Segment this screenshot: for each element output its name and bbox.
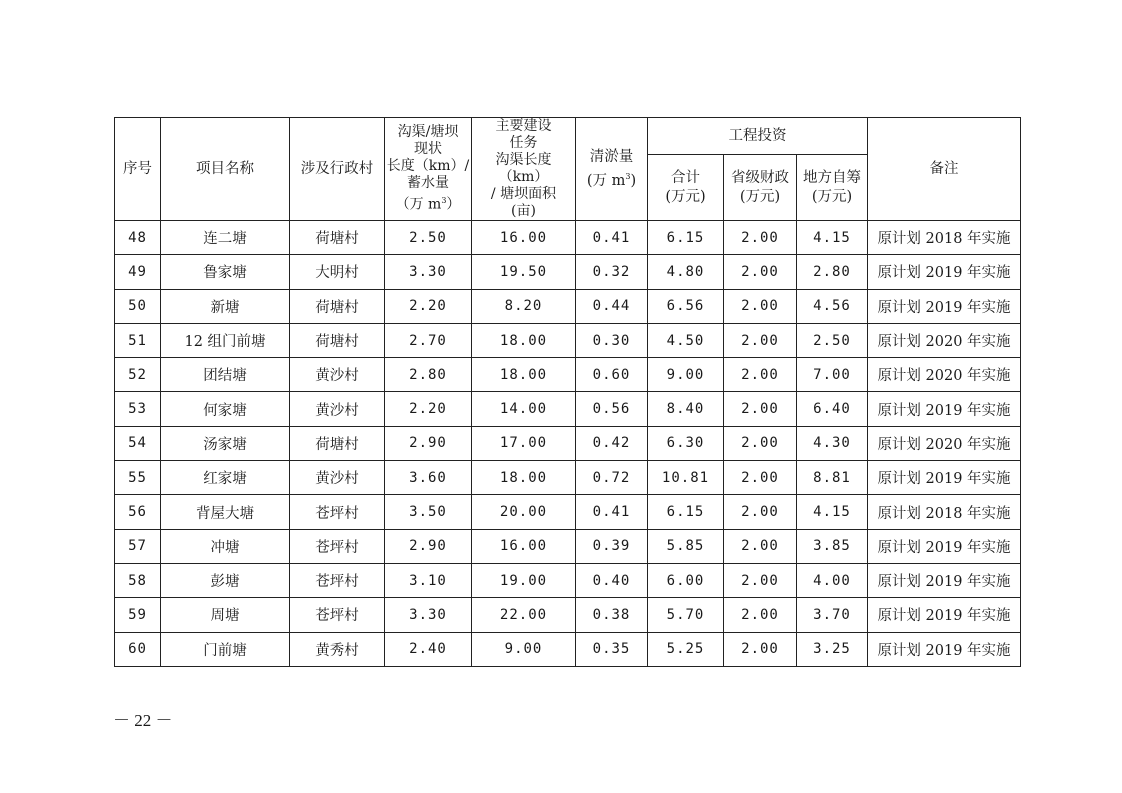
cell-local: 4.15 <box>797 221 868 255</box>
cell-remark: 原计划 2019 年实施 <box>868 461 1021 495</box>
cell-prov: 2.00 <box>724 632 797 666</box>
page-number: － 22 － <box>113 711 173 730</box>
cell-dredge: 0.39 <box>576 529 648 563</box>
cell-task: 18.00 <box>472 323 576 357</box>
header-village: 涉及行政村 <box>290 118 385 221</box>
cell-task: 16.00 <box>472 529 576 563</box>
cell-local: 8.81 <box>797 461 868 495</box>
cell-village: 苍坪村 <box>290 563 385 597</box>
cell-village: 苍坪村 <box>290 529 385 563</box>
cell-dredge: 0.42 <box>576 426 648 460</box>
cell-dredge: 0.32 <box>576 255 648 289</box>
cell-seq: 56 <box>115 495 161 529</box>
table-row <box>115 563 1021 597</box>
header-remark: 备注 <box>868 118 1021 221</box>
cell-name: 鲁家塘 <box>161 255 290 289</box>
cell-total: 5.85 <box>648 529 724 563</box>
header-status: 沟渠/塘坝 现状 长度（km）/ 蓄水量 （万 $m^3$） <box>385 118 472 221</box>
cell-remark: 原计划 2019 年实施 <box>868 529 1021 563</box>
cell-task: 22.00 <box>472 598 576 632</box>
cell-task: 14.00 <box>472 392 576 426</box>
cell-local: 4.15 <box>797 495 868 529</box>
cell-local: 4.56 <box>797 289 868 323</box>
cell-local: 4.30 <box>797 426 868 460</box>
cell-seq: 53 <box>115 392 161 426</box>
header-provincial: 省级财政 (万元) <box>724 155 797 221</box>
cell-total: 6.15 <box>648 221 724 255</box>
cell-dredge: 0.60 <box>576 358 648 392</box>
cell-task: 20.00 <box>472 495 576 529</box>
cell-remark: 原计划 2020 年实施 <box>868 426 1021 460</box>
table-row <box>115 426 1021 460</box>
cell-task: 17.00 <box>472 426 576 460</box>
cell-total: 6.56 <box>648 289 724 323</box>
table-row <box>115 392 1021 426</box>
cell-remark: 原计划 2019 年实施 <box>868 598 1021 632</box>
cell-dredge: 0.40 <box>576 563 648 597</box>
cell-village: 荷塘村 <box>290 426 385 460</box>
cell-status: 3.60 <box>385 461 472 495</box>
cell-seq: 58 <box>115 563 161 597</box>
header-dredge: 清淤量 (万 $m^3$) <box>576 118 648 221</box>
table-row <box>115 289 1021 323</box>
cell-dredge: 0.44 <box>576 289 648 323</box>
cell-name: 连二塘 <box>161 221 290 255</box>
cell-name: 背屋大塘 <box>161 495 290 529</box>
cell-village: 大明村 <box>290 255 385 289</box>
cell-total: 4.80 <box>648 255 724 289</box>
cell-seq: 55 <box>115 461 161 495</box>
cell-remark: 原计划 2019 年实施 <box>868 632 1021 666</box>
cell-status: 2.20 <box>385 289 472 323</box>
cell-seq: 52 <box>115 358 161 392</box>
cell-local: 2.50 <box>797 323 868 357</box>
table-row <box>115 598 1021 632</box>
table-row <box>115 221 1021 255</box>
cell-name: 彭塘 <box>161 563 290 597</box>
cell-local: 2.80 <box>797 255 868 289</box>
cell-prov: 2.00 <box>724 255 797 289</box>
cell-seq: 50 <box>115 289 161 323</box>
cell-prov: 2.00 <box>724 392 797 426</box>
cell-seq: 49 <box>115 255 161 289</box>
cell-seq: 48 <box>115 221 161 255</box>
header-name: 项目名称 <box>161 118 290 221</box>
cell-name: 团结塘 <box>161 358 290 392</box>
header-task: 主要建设 任务 沟渠长度（km） / 塘坝面积 (亩) <box>472 118 576 221</box>
cell-task: 18.00 <box>472 461 576 495</box>
cell-name: 12 组门前塘 <box>161 323 290 357</box>
table-row <box>115 632 1021 666</box>
cell-remark: 原计划 2019 年实施 <box>868 392 1021 426</box>
cell-status: 3.30 <box>385 255 472 289</box>
cell-dredge: 0.30 <box>576 323 648 357</box>
cell-status: 2.90 <box>385 529 472 563</box>
cell-status: 2.40 <box>385 632 472 666</box>
cell-local: 3.70 <box>797 598 868 632</box>
cell-village: 荷塘村 <box>290 221 385 255</box>
header-investment: 工程投资 <box>648 118 868 155</box>
cell-seq: 57 <box>115 529 161 563</box>
cell-status: 2.50 <box>385 221 472 255</box>
cell-total: 10.81 <box>648 461 724 495</box>
table-row <box>115 495 1021 529</box>
cell-seq: 60 <box>115 632 161 666</box>
cell-remark: 原计划 2019 年实施 <box>868 289 1021 323</box>
header-seq: 序号 <box>115 118 161 221</box>
project-table <box>114 117 1021 667</box>
cell-task: 8.20 <box>472 289 576 323</box>
cell-prov: 2.00 <box>724 563 797 597</box>
cell-name: 门前塘 <box>161 632 290 666</box>
cell-status: 3.30 <box>385 598 472 632</box>
cell-status: 2.20 <box>385 392 472 426</box>
cell-dredge: 0.41 <box>576 221 648 255</box>
table-row <box>115 461 1021 495</box>
cell-name: 何家塘 <box>161 392 290 426</box>
cell-village: 苍坪村 <box>290 495 385 529</box>
cell-village: 黄秀村 <box>290 632 385 666</box>
cell-village: 苍坪村 <box>290 598 385 632</box>
cell-dredge: 0.56 <box>576 392 648 426</box>
cell-prov: 2.00 <box>724 323 797 357</box>
table-row <box>115 255 1021 289</box>
cell-name: 冲塘 <box>161 529 290 563</box>
cell-name: 红家塘 <box>161 461 290 495</box>
table-body <box>115 221 1021 667</box>
cell-seq: 51 <box>115 323 161 357</box>
cell-total: 8.40 <box>648 392 724 426</box>
cell-local: 3.85 <box>797 529 868 563</box>
table-row <box>115 323 1021 357</box>
cell-remark: 原计划 2019 年实施 <box>868 563 1021 597</box>
cell-dredge: 0.35 <box>576 632 648 666</box>
cell-village: 荷塘村 <box>290 289 385 323</box>
cell-status: 3.10 <box>385 563 472 597</box>
cell-total: 4.50 <box>648 323 724 357</box>
cell-prov: 2.00 <box>724 495 797 529</box>
cell-village: 黄沙村 <box>290 392 385 426</box>
cell-local: 3.25 <box>797 632 868 666</box>
cell-status: 2.80 <box>385 358 472 392</box>
cell-village: 黄沙村 <box>290 358 385 392</box>
cell-status: 3.50 <box>385 495 472 529</box>
cell-task: 19.50 <box>472 255 576 289</box>
cell-seq: 59 <box>115 598 161 632</box>
cell-local: 6.40 <box>797 392 868 426</box>
cell-total: 6.00 <box>648 563 724 597</box>
cell-prov: 2.00 <box>724 221 797 255</box>
header-total: 合计 (万元) <box>648 155 724 221</box>
cell-name: 周塘 <box>161 598 290 632</box>
table-row <box>115 529 1021 563</box>
cell-total: 6.15 <box>648 495 724 529</box>
cell-remark: 原计划 2020 年实施 <box>868 358 1021 392</box>
cell-dredge: 0.38 <box>576 598 648 632</box>
cell-prov: 2.00 <box>724 598 797 632</box>
cell-local: 7.00 <box>797 358 868 392</box>
cell-name: 新塘 <box>161 289 290 323</box>
cell-task: 19.00 <box>472 563 576 597</box>
cell-prov: 2.00 <box>724 461 797 495</box>
cell-dredge: 0.72 <box>576 461 648 495</box>
cell-prov: 2.00 <box>724 529 797 563</box>
cell-prov: 2.00 <box>724 358 797 392</box>
cell-remark: 原计划 2019 年实施 <box>868 255 1021 289</box>
cell-total: 9.00 <box>648 358 724 392</box>
cell-prov: 2.00 <box>724 426 797 460</box>
cell-name: 汤家塘 <box>161 426 290 460</box>
cell-status: 2.70 <box>385 323 472 357</box>
cell-total: 5.25 <box>648 632 724 666</box>
cell-prov: 2.00 <box>724 289 797 323</box>
cell-task: 18.00 <box>472 358 576 392</box>
cell-total: 6.30 <box>648 426 724 460</box>
cell-dredge: 0.41 <box>576 495 648 529</box>
cell-village: 荷塘村 <box>290 323 385 357</box>
cell-local: 4.00 <box>797 563 868 597</box>
cell-status: 2.90 <box>385 426 472 460</box>
table-row <box>115 358 1021 392</box>
cell-task: 9.00 <box>472 632 576 666</box>
cell-remark: 原计划 2020 年实施 <box>868 323 1021 357</box>
cell-total: 5.70 <box>648 598 724 632</box>
cell-village: 黄沙村 <box>290 461 385 495</box>
cell-remark: 原计划 2018 年实施 <box>868 495 1021 529</box>
header-local: 地方自筹 (万元) <box>797 155 868 221</box>
cell-remark: 原计划 2018 年实施 <box>868 221 1021 255</box>
cell-seq: 54 <box>115 426 161 460</box>
cell-task: 16.00 <box>472 221 576 255</box>
